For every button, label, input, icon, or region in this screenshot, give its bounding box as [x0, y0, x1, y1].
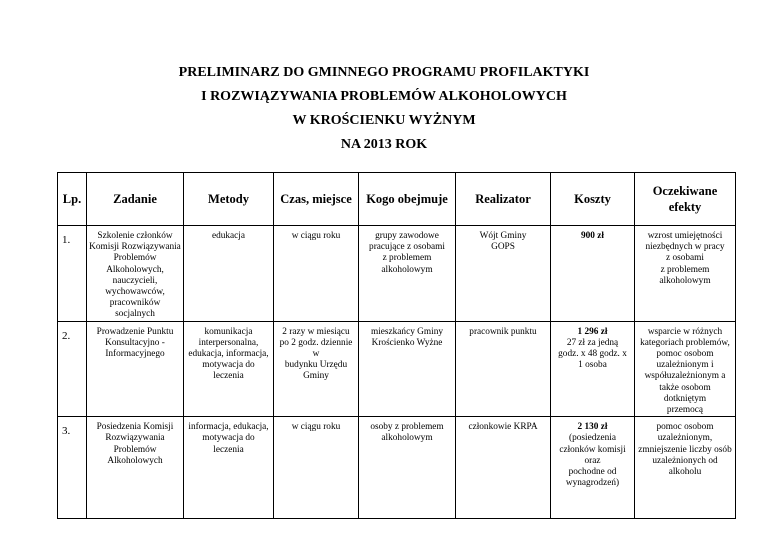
cell-line: Problemów	[113, 444, 157, 455]
cell-line: 27 zł za jedną	[566, 337, 619, 348]
cell-line: Informacyjnego	[105, 349, 165, 360]
cell-line: z osobami	[666, 253, 704, 264]
cell-koszty	[551, 321, 635, 417]
cell-line: wychowawców,	[105, 287, 165, 298]
cell-lp: 1.	[58, 226, 87, 322]
cell-realizator	[456, 321, 551, 417]
cell-zadanie	[87, 321, 184, 417]
cell-line: alkoholowym	[381, 433, 433, 444]
cell-line: edukacja, informacja,	[188, 349, 269, 360]
cell-line: godz. x 48 godz. x	[558, 349, 627, 360]
cell-line: alkoholu	[668, 467, 702, 478]
cell-line: Szkolenie członków	[97, 231, 173, 241]
header-koszty: Koszty	[551, 173, 635, 226]
cell-line: grupy zawodowe	[375, 231, 439, 241]
cell-line: uzależnionym,	[657, 433, 713, 444]
cell-line: Komisji Rozwiązywania	[89, 242, 181, 253]
cell-line: uzależnionych od	[652, 455, 718, 466]
cell-line: pomoc osobom	[656, 349, 714, 360]
cell-line: pracownik punktu	[469, 326, 537, 337]
cell-line: nauczycieli,	[112, 275, 158, 286]
cell-line: motywacja do	[202, 433, 255, 444]
cell-metody	[184, 321, 274, 417]
cell-line: Konsultacyjno -	[105, 337, 165, 348]
cell-line: wsparcie w różnych	[647, 326, 723, 337]
cell-line: Wójt Gminy	[479, 231, 527, 241]
cell-line: niezbędnych w pracy	[645, 242, 725, 253]
cell-line: pomoc osobom	[656, 422, 714, 433]
cost-amount: 1 296 zł	[577, 326, 608, 337]
cell-line: oraz	[584, 455, 601, 466]
cell-line: po 2 godz. dziennie w	[279, 337, 353, 360]
cell-line: 1 osoba	[578, 360, 607, 371]
cell-realizator	[456, 226, 551, 322]
header-zadanie: Zadanie	[87, 173, 184, 226]
cell-line: w ciągu roku	[291, 422, 341, 433]
cell-line: komunikacja	[204, 326, 253, 337]
cell-line: pracujące z osobami	[369, 242, 445, 253]
table-row	[58, 417, 736, 519]
cell-line: edukacja	[211, 231, 246, 241]
cell-line: pochodne od	[568, 467, 617, 478]
cell-line: 2 razy w miesiącu	[282, 326, 350, 337]
cell-line: (posiedzenia	[569, 433, 616, 444]
cell-efekty	[635, 226, 736, 322]
cell-kogo	[359, 321, 456, 417]
cell-line: Rozwiązywania	[105, 433, 165, 444]
cell-line: Prowadzenie Punktu	[96, 326, 174, 337]
cell-line: Alkoholowych,	[106, 264, 164, 275]
cell-line: Problemów	[113, 253, 157, 264]
budget-table	[57, 172, 736, 519]
cell-lp: 2.	[58, 321, 87, 417]
cost-amount: 900 zł	[581, 231, 604, 241]
table-row	[58, 321, 736, 417]
cost-amount: 2 130 zł	[577, 422, 608, 433]
cell-zadanie	[87, 417, 184, 519]
cell-line: alkoholowym	[659, 275, 711, 286]
cell-line: leczenia	[213, 371, 244, 382]
cell-line: alkoholowym	[381, 264, 433, 275]
cell-kogo	[359, 417, 456, 519]
cell-czas	[274, 417, 359, 519]
table-row	[58, 226, 736, 322]
header-efekty: Oczekiwane efekty	[635, 173, 736, 226]
header-kogo: Kogo obejmuje	[359, 173, 456, 226]
cell-line: motywacja do	[202, 360, 255, 371]
table-header-row	[58, 173, 736, 226]
cell-line: mieszkańcy Gminy	[370, 326, 444, 337]
header-lp: Lp.	[58, 173, 87, 226]
cell-line: w ciągu roku	[291, 231, 341, 241]
title-line-3: W KROŚCIENKU WYŻNYM	[292, 113, 476, 128]
cell-line: interpersonalna,	[198, 337, 259, 348]
cell-metody	[184, 417, 274, 519]
cell-kogo	[359, 226, 456, 322]
cell-koszty	[551, 226, 635, 322]
cell-line: z problemem	[660, 264, 710, 275]
cell-czas	[274, 226, 359, 322]
title-line-2: I ROZWIĄZYWANIA PROBLEMÓW ALKOHOLOWYCH	[201, 89, 567, 104]
cell-line: uzależnionym i	[656, 360, 714, 371]
header-metody: Metody	[184, 173, 274, 226]
cell-line: wynagrodzeń)	[565, 478, 620, 489]
header-czas: Czas, miejsce	[274, 173, 359, 226]
cell-line: członków komisji	[559, 444, 626, 455]
cell-koszty	[551, 417, 635, 519]
cell-line: informacja, edukacja,	[188, 422, 269, 433]
cell-line: leczenia	[213, 444, 244, 455]
cell-line: z problemem	[382, 253, 432, 264]
cell-line: współuzależnionym a	[644, 371, 726, 382]
cell-line: budynku Urzędu Gminy	[284, 360, 348, 382]
cell-line: Krościenko Wyżne	[371, 337, 443, 348]
cell-line: Posiedzenia Komisji	[96, 422, 174, 433]
cell-line: członkowie KRPA	[468, 422, 538, 433]
cell-zadanie	[87, 226, 184, 322]
cell-line: wzrost umiejętności	[647, 231, 723, 241]
cell-line: także osobom dotkniętym	[659, 382, 711, 404]
cell-efekty	[635, 417, 736, 519]
title-line-1: PRELIMINARZ DO GMINNEGO PROGRAMU PROFILAKTYKI	[178, 65, 590, 80]
cell-metody	[184, 226, 274, 322]
cell-line: zmniejszenie liczby osób	[638, 444, 732, 455]
cell-lp: 3.	[58, 417, 87, 519]
cell-line: osoby z problemem	[370, 422, 444, 433]
cell-czas	[274, 321, 359, 417]
header-realizator: Realizator	[456, 173, 551, 226]
cell-line: pracowników socjalnych	[109, 298, 161, 320]
title-line-4: NA 2013 ROK	[340, 137, 428, 152]
cell-line: Alkoholowych	[107, 455, 163, 466]
cell-line: przemocą	[666, 405, 704, 416]
cell-realizator	[456, 417, 551, 519]
cell-efekty	[635, 321, 736, 417]
cell-line: kategoriach problemów,	[640, 337, 730, 348]
cell-line: GOPS	[491, 242, 515, 253]
